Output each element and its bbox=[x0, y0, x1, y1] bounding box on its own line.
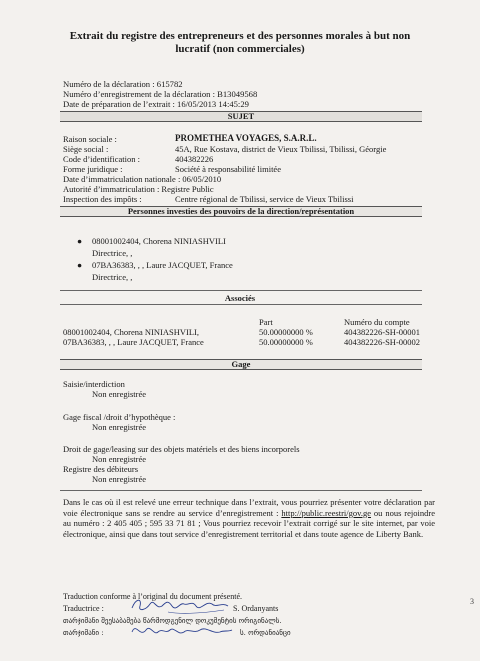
translator-label: Traductrice : bbox=[63, 604, 104, 613]
divider bbox=[60, 290, 422, 291]
gage-saisie-label: Saisie/interdiction bbox=[63, 379, 125, 389]
georgian-translator-label: თარჯიმანი : bbox=[63, 629, 104, 637]
section-associes-title: Associés bbox=[224, 293, 256, 303]
associes-col-compte: Numéro du compte bbox=[344, 317, 410, 327]
associes-col-part: Part bbox=[259, 317, 273, 327]
section-gage-title: Gage bbox=[231, 359, 251, 369]
divider bbox=[60, 304, 422, 305]
sujet-label-code: Code d’identification : bbox=[63, 154, 140, 164]
gage-leasing-value: Non enregistrée bbox=[92, 454, 147, 464]
translator-signature-2 bbox=[128, 620, 238, 642]
associe-2-part: 50.00000000 % bbox=[259, 337, 313, 347]
section-gage-header bbox=[60, 359, 422, 370]
sujet-value-impots: Centre régional de Tbilissi, service de Vieux Tbilissi bbox=[175, 194, 354, 204]
correction-notice bbox=[63, 497, 435, 539]
associe-1-part: 50.00000000 % bbox=[259, 327, 313, 337]
section-personnes-title: Personnes investies des pouvoirs de la direction/représentation bbox=[127, 206, 355, 216]
person-1-name: 08001002404, Chorena NINIASHVILI bbox=[92, 236, 226, 246]
section-sujet-header bbox=[60, 111, 422, 122]
sujet-label-raison-sociale: Raison sociale : bbox=[63, 134, 117, 144]
gage-fiscal-label: Gage fiscal /droit d’hypothèque : bbox=[63, 412, 176, 422]
associe-2-name: 07BA36383, , , Laure JACQUET, France bbox=[63, 337, 204, 347]
section-sujet-title: SUJET bbox=[227, 111, 255, 121]
gage-fiscal-value: Non enregistrée bbox=[92, 422, 147, 432]
sujet-value-code: 404382226 bbox=[175, 154, 214, 164]
georgian-translator-name: ს. ორდანიანცი bbox=[240, 629, 291, 637]
georgian-conforme: თარჯიმანი შეესაბამება წარმოდგენილ დოკუმენტის ორიგინალს. bbox=[63, 617, 282, 625]
bullet-icon: ● bbox=[77, 236, 83, 246]
translation-conforme: Traduction conforme à l’original du document présenté. bbox=[63, 592, 242, 601]
associe-1-compte: 404382226-SH-00001 bbox=[344, 327, 421, 337]
sujet-value-raison-sociale: PROMETHEA VOYAGES, S.A.R.L. bbox=[175, 133, 317, 143]
associe-1-name: 08001002404, Chorena NINIASHVILI, bbox=[63, 327, 199, 337]
gage-debiteurs-label: Registre des débiteurs bbox=[63, 464, 139, 474]
notice-text-1: Dans le cas où il est relevé une erreur technique dans l’extrait, vous pourriez présenter votre déclaration par voie électronique sans se rendre au service d’enregistrement : bbox=[63, 497, 435, 518]
gage-saisie-value: Non enregistrée bbox=[92, 389, 147, 399]
associe-2-compte: 404382226-SH-00002 bbox=[344, 337, 421, 347]
registry-link[interactable]: http://public.reestri/gov.ge bbox=[281, 507, 371, 518]
gage-debiteurs-value: Non enregistrée bbox=[92, 474, 147, 484]
divider bbox=[60, 490, 422, 491]
gage-leasing-label: Droit de gage/leasing sur des objets matériels et des biens incorporels bbox=[63, 444, 300, 454]
sujet-label-forme: Forme juridique : bbox=[63, 164, 123, 174]
translator-signature-1 bbox=[128, 594, 238, 616]
person-2-role: Directrice, , bbox=[92, 272, 133, 282]
person-1-role: Directrice, , bbox=[92, 248, 133, 258]
declaration-number: Numéro de la déclaration : 615782 bbox=[63, 79, 183, 89]
translator-name: S. Ordanyants bbox=[233, 604, 279, 613]
sujet-label-siege: Siège social : bbox=[63, 144, 109, 154]
person-2-name: 07BA36383, , , Laure JACQUET, France bbox=[92, 260, 233, 270]
section-personnes-header bbox=[60, 206, 422, 217]
sujet-autorite: Autorité d’immatriculation : Registre Public bbox=[63, 184, 214, 194]
notice-text-2: ou nous rejoindre au numéro : 2 405 405 ; 595 33 71 81 ; Vous pourriez recevoir l’extrait corrigé sur le site internet, par voie électronique, ainsi que dans tout service d’enregistrement territorial et dans toute agence de Liberty Bank. bbox=[63, 507, 435, 539]
page-marker: 3 bbox=[470, 597, 474, 606]
sujet-value-siege: 45A, Rue Kostava, district de Vieux Tbilissi, Tbilissi, Géorgie bbox=[175, 144, 387, 154]
sujet-date-immatriculation: Date d’immatriculation nationale : 06/05/2010 bbox=[63, 174, 222, 184]
bullet-icon: ● bbox=[77, 260, 83, 270]
document-title: Extrait du registre des entrepreneurs et des personnes morales à but non lucratif (non commerciales) bbox=[69, 30, 411, 55]
preparation-date: Date de préparation de l’extrait : 16/05/2013 14:45:29 bbox=[63, 99, 249, 109]
sujet-value-forme: Société à responsabilité limitée bbox=[175, 164, 281, 174]
registration-number: Numéro d’enregistrement de la déclaration : B13049568 bbox=[63, 89, 258, 99]
sujet-label-impots: Inspection des impôts : bbox=[63, 194, 142, 204]
